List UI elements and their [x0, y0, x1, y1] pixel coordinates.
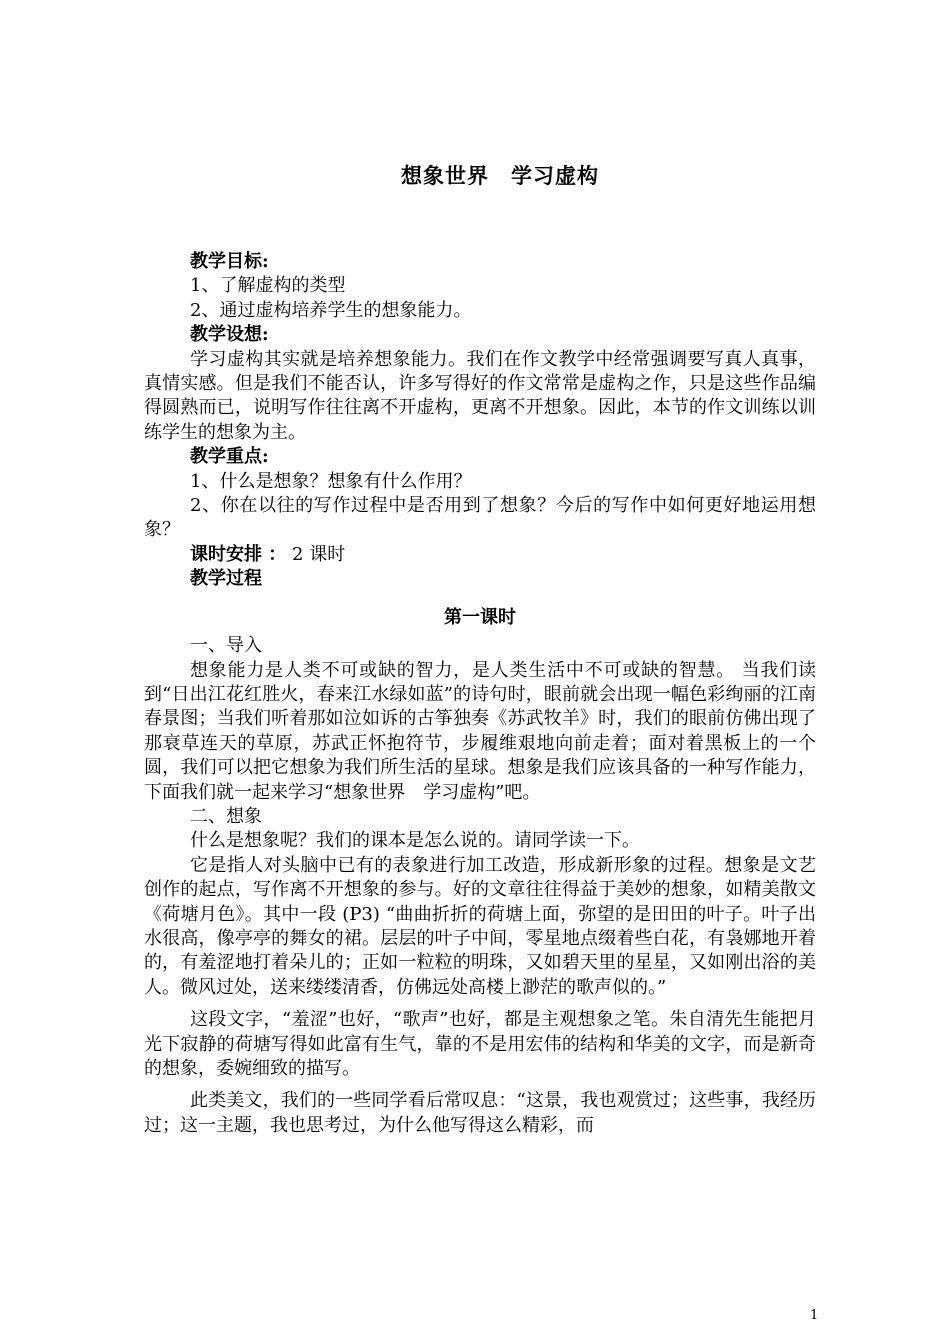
objective-item: 1、了解虚构的类型: [190, 275, 346, 297]
focus-item: 1、什么是想象？想象有什么作用？: [190, 470, 472, 492]
schedule-label: 课时安排 ：: [190, 543, 287, 565]
section-paragraph: 想象能力是人类不可或缺的智力，是人类生活中不可或缺的智慧。 当我们读到“日出江花红胜火，春来江水绿如蓝”的诗句时，眼前就会出现一幅色彩绚丽的江南春景图；当我们听着那如泣如诉的古筝独奏《苏武牧羊》时，我们的眼前仿佛出现了那衰草连天的草原，苏武正怀抱符节，步履维艰地向前走着；面对着黑板上的一个圆，我们可以把它想象为我们所生活的星球。想象是我们应该具备的一种写作能力，下面我们就一起来学习“想象世界 学习虚构”吧。: [144, 659, 816, 803]
schedule-value: 2 课时: [292, 543, 346, 565]
design-paragraph: 学习虚构其实就是培养想象能力。我们在作文教学中经常强调要写真人真事，真情实感。但是我们不能否认，许多写得好的作文常常是虚构之作，只是这些作品编得圆熟而已，说明写作往往离不开虚构，更离不开想象。因此，本节的作文训练以训练学生的想象为主。: [144, 348, 816, 443]
process-heading: 教学过程: [190, 568, 262, 590]
document-title: 想象世界 学习虚构: [401, 163, 599, 188]
section-paragraph: 这段文字，“羞涩”也好，“歌声”也好，都是主观想象之笔。朱自清先生能把月光下寂静的荷塘写得如此富有生气，靠的不是用宏伟的结构和华美的文字，而是新奇的想象，委婉细致的描写。: [144, 1009, 816, 1079]
objective-item: 2、通过虚构培养学生的想象能力。: [190, 299, 472, 321]
page-number: 1: [810, 1308, 819, 1323]
document-body: [144, 250, 816, 1138]
section-paragraph: 什么是想象呢？我们的课本是怎么说的。请同学读一下。: [190, 830, 640, 852]
schedule-line: [144, 543, 816, 567]
design-heading: 教学设想:: [190, 324, 269, 346]
lesson-heading: 第一课时: [444, 606, 516, 628]
section-paragraph: 此类美文，我们的一些同学看后常叹息：“这景，我也观赏过；这些事，我经历过；这一主题，我也思考过，为什么他写得这么精彩，而: [144, 1090, 816, 1136]
focus-item: 2、你在以往的写作过程中是否用到了想象？今后的写作中如何更好地运用想象？: [144, 495, 816, 541]
section-heading: 一、导入: [190, 635, 262, 657]
section-heading: 二、想象: [190, 805, 262, 827]
objectives-heading: 教学目标:: [190, 251, 269, 272]
focus-heading: 教学重点:: [190, 446, 269, 468]
section-paragraph: 它是指人对头脑中已有的表象进行加工改造，形成新形象的过程。想象是文艺创作的起点，写作离不开想象的参与。好的文章往往得益于美妙的想象，如精美散文《荷塘月色》。其中一段 (P3) “曲曲折折的荷塘上面，弥望的是田田的叶子。叶子出水很高，像亭亭的舞女的裙。层层的叶子中间，零星地点缀着些白花，有袅娜地开着的，有羞涩地打着朵儿的；正如一粒粒的明珠，又如碧天里的星星，又如刚出浴的美人。微风过处，送来缕缕清香，仿佛远处高楼上渺茫的歌声似的。”: [144, 854, 816, 998]
